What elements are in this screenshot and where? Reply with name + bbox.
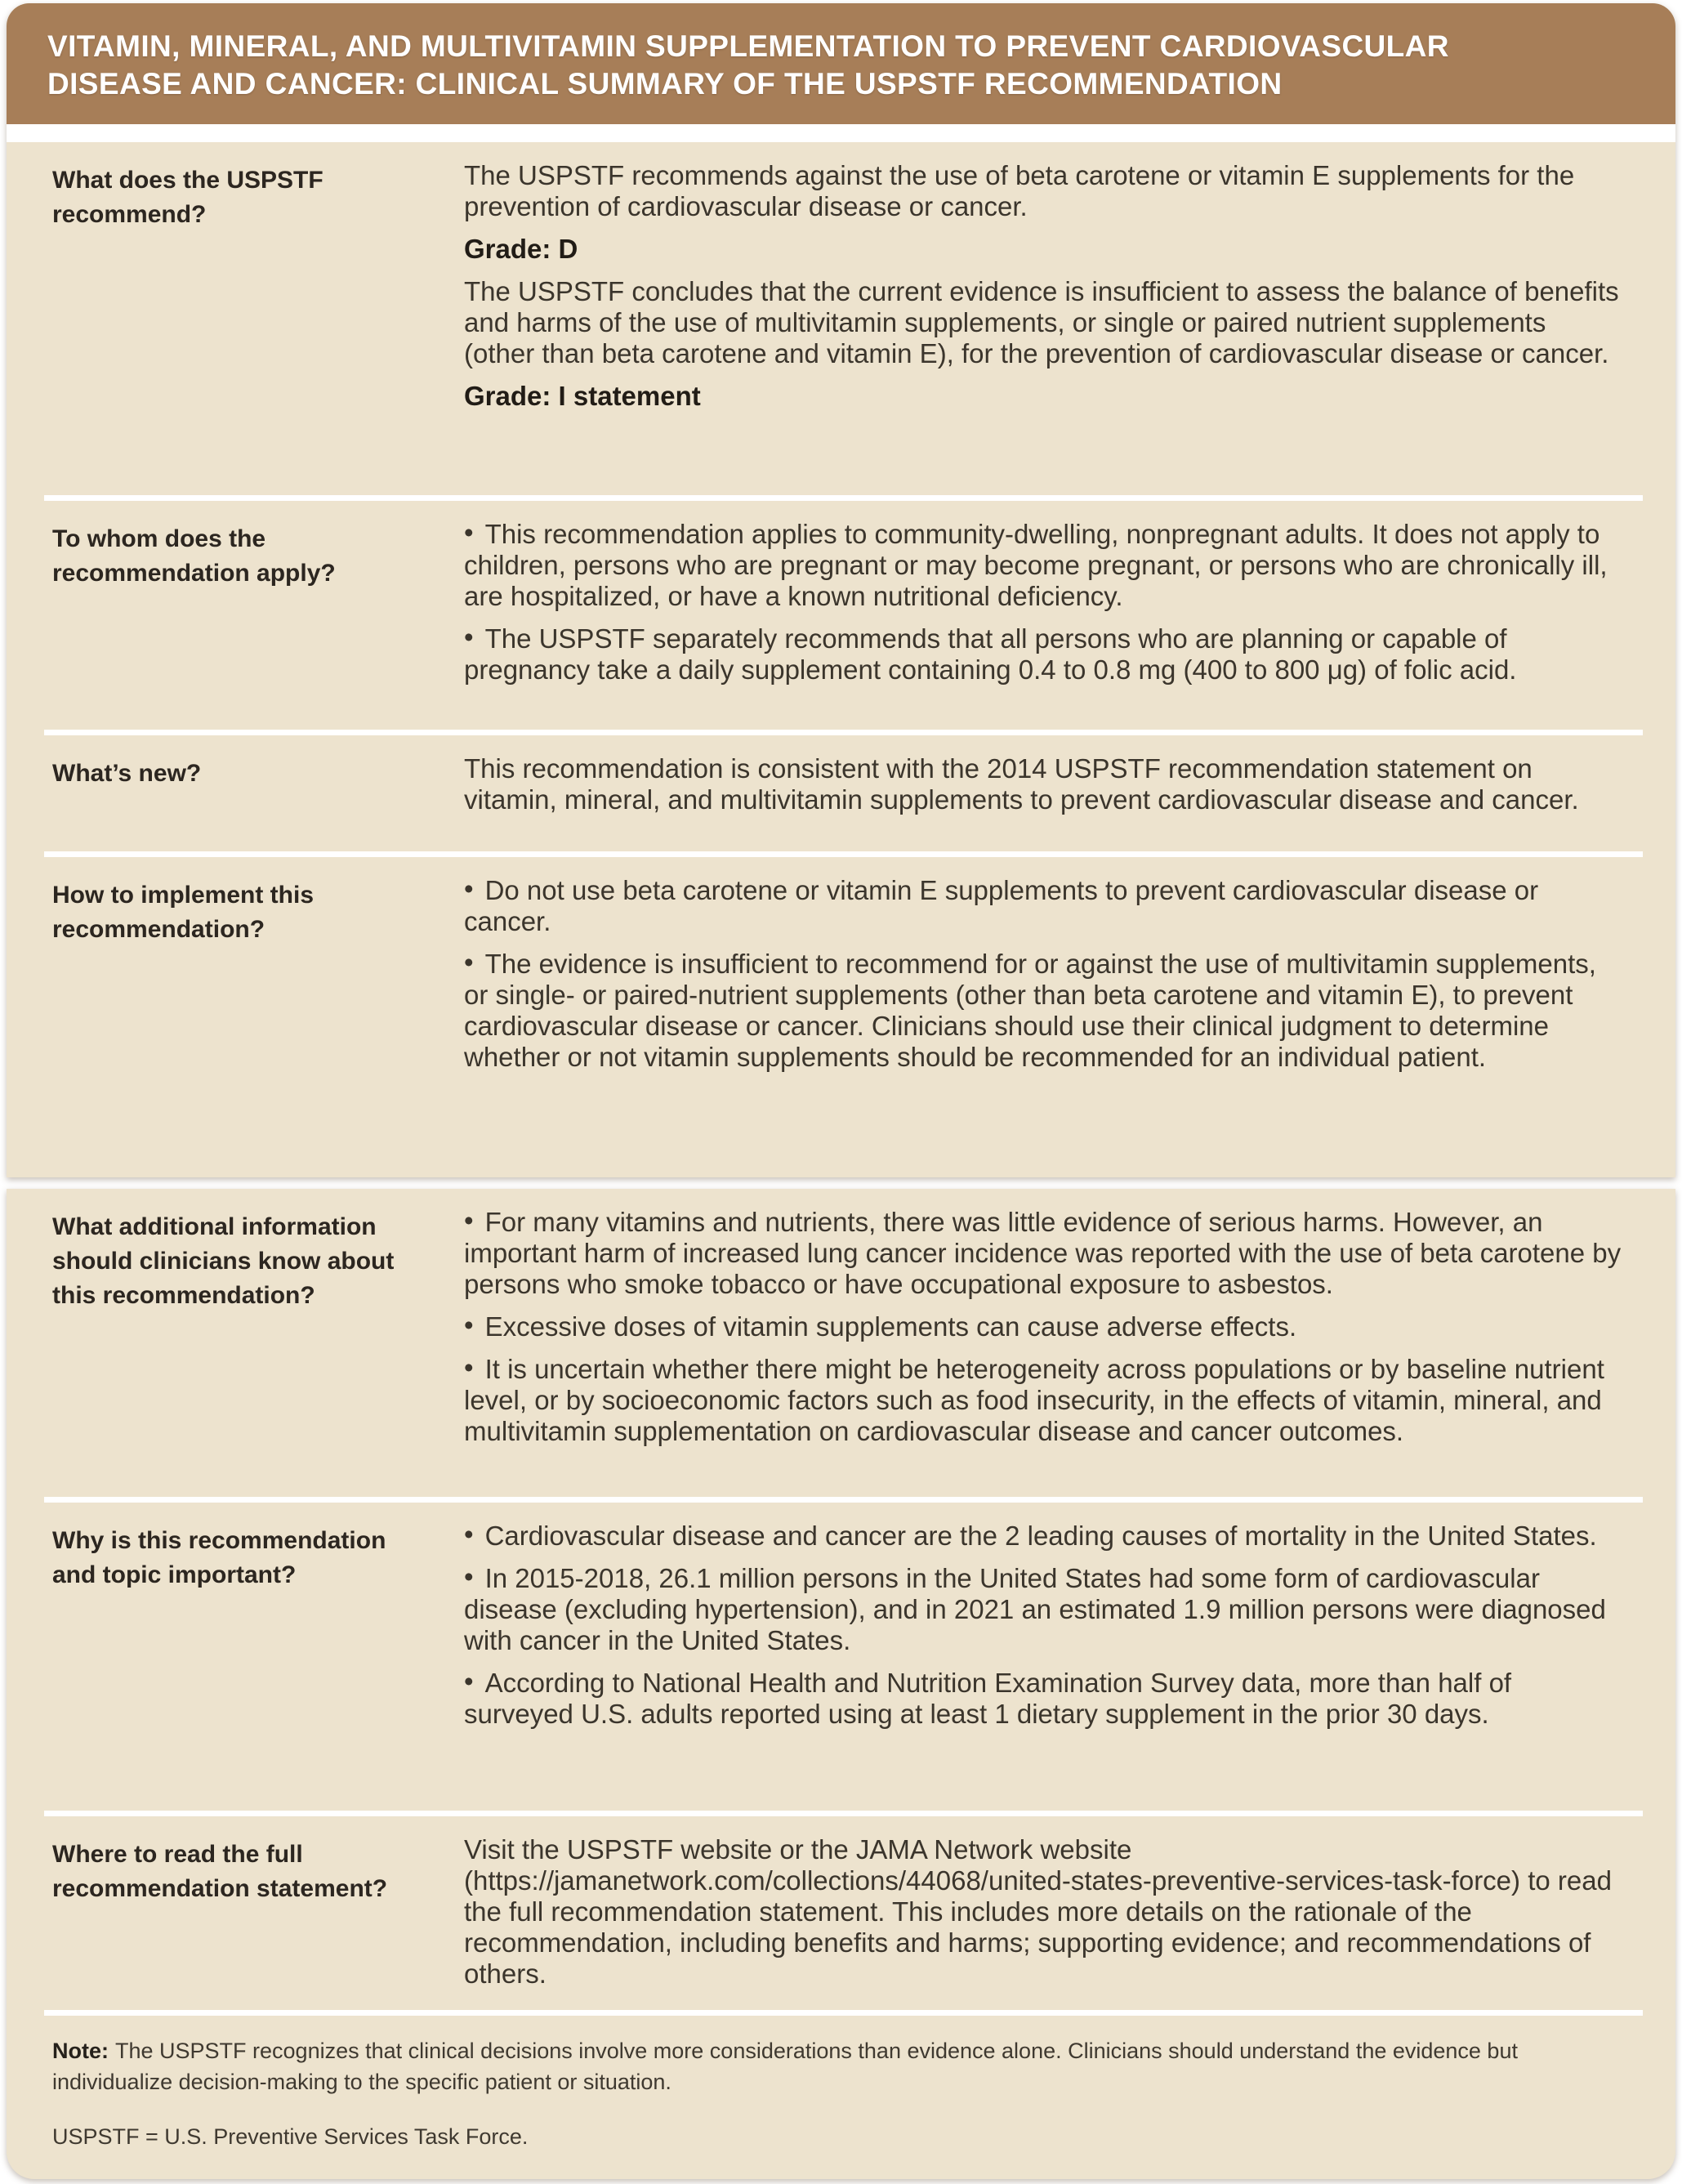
bullet-icon: • xyxy=(464,517,474,547)
qa-row xyxy=(44,1189,1643,1497)
question-cell: What additional information should clinicians know about this recommendation? xyxy=(52,1213,395,1309)
question-cell: What’s new? xyxy=(52,760,202,787)
bullet-item: • The USPSTF separately recommends that all persons who are planning or capable of pregnancy take a daily supplement containing 0.4 to 0.8 mg (400 to 800 μg) of folic acid. xyxy=(464,622,1517,685)
bullet-icon: • xyxy=(464,1352,474,1382)
answer-cell xyxy=(464,875,1643,1161)
question-cell: How to implement this recommendation? xyxy=(52,882,315,943)
bullet-icon: • xyxy=(464,1666,474,1696)
qa-row xyxy=(44,851,1643,1177)
answer-paragraph: This recommendation is consistent with the 2014 USPSTF recommendation statement on vitamin, mineral, and multivitamin supplements to prevent cardiovascular disease and cancer. xyxy=(464,753,1579,815)
question-cell: Why is this recommendation and topic important? xyxy=(52,1527,386,1588)
question-cell: Where to read the full recommendation statement? xyxy=(52,1841,388,1902)
answer-paragraph: The USPSTF recommends against the use of beta carotene or vitamin E supplements for the prevention of cardiovascular disease or cancer. xyxy=(464,160,1575,221)
qa-row xyxy=(44,1811,1643,2010)
bullet-icon: • xyxy=(464,1519,474,1549)
bullet-icon: • xyxy=(464,873,474,904)
bullet-item: • The evidence is insufficient to recommend for or against the use of multivitamin supplements, or single- or paired-nutrient supplements (other than beta carotene and vitamin E), to prevent cardiovascular disease or cancer. Clinicians should use their clinical judgment to determine whether or not vitamin supplements should be recommended for an individual patient. xyxy=(464,947,1596,1072)
qa-row xyxy=(44,1497,1643,1811)
bullet-item: • According to National Health and Nutrition Examination Survey data, more than half of surveyed U.S. adults reported using at least 1 dietary supplement in the prior 30 days. xyxy=(464,1666,1512,1729)
summary-card-upper xyxy=(7,3,1675,1177)
bullet-item: • This recommendation applies to community-dwelling, nonpregnant adults. It does not apply to children, persons who are pregnant or may become pregnant, or persons who are chronically ill, are hospitalized, or have a known nutritional deficiency. xyxy=(464,517,1608,611)
qa-row xyxy=(44,495,1643,730)
bullet-item: • Cardiovascular disease and cancer are the 2 leading causes of mortality in the United States. xyxy=(464,1519,1597,1551)
answer-cell xyxy=(464,160,1643,479)
answer-paragraph: The USPSTF concludes that the current evidence is insufficient to assess the balance of benefits and harms of the use of multivitamin supplements, or single or paired nutrient supplements (other than beta carotene and vitamin E), for the prevention of cardiovascular disease or cancer. xyxy=(464,276,1619,368)
question-cell: To whom does the recommendation apply? xyxy=(52,525,336,587)
summary-card-lower xyxy=(7,1189,1675,2179)
bullet-icon: • xyxy=(464,1310,474,1340)
bullet-item: • In 2015-2018, 26.1 million persons in the United States had some form of cardiovascular disease (excluding hypertension), and in 2021 an estimated 1.9 million persons were diagnosed with cancer in the United States. xyxy=(464,1561,1606,1655)
bullet-icon: • xyxy=(464,947,474,977)
bullet-icon: • xyxy=(464,622,474,652)
qa-row xyxy=(44,142,1643,495)
answer-cell xyxy=(464,1521,1643,1794)
qa-rows-lower xyxy=(44,1189,1643,2010)
bullet-item: • It is uncertain whether there might be heterogeneity across populations or by baseline nutrient level, or by socioeconomic factors such as food insecurity, in the effects of vitamin, mineral, and multivitamin supplementation on cardiovascular disease and cancer outcomes. xyxy=(464,1352,1604,1446)
bullet-item: • Excessive doses of vitamin supplements can cause adverse effects. xyxy=(464,1310,1297,1342)
answer-cell xyxy=(464,1834,1643,1994)
note-paragraph xyxy=(52,2035,1635,2097)
page-title: VITAMIN, MINERAL, AND MULTIVITAMIN SUPPLEMENTATION TO PREVENT CARDIOVASCULAR DISEASE AND CANCER: CLINICAL SUMMARY OF THE USPSTF RECOMMENDATION xyxy=(47,29,1449,100)
abbreviation-line: USPSTF = U.S. Preventive Services Task Force. xyxy=(52,2124,529,2149)
bullet-icon: • xyxy=(464,1205,474,1235)
grade-line: Grade: D xyxy=(464,234,578,264)
bullet-icon: • xyxy=(464,1561,474,1592)
answer-paragraph: Visit the USPSTF website or the JAMA Network website (https://jamanetwork.com/collections/44068/united-states-preventive-services-task-force) to read the full recommendation statement. This includes more details on the rationale of the recommendation, including benefits and harms; supporting evidence; and recommendations of others. xyxy=(464,1834,1612,1989)
answer-cell xyxy=(464,519,1643,713)
note-body: The USPSTF recognizes that clinical decisions involve more considerations than evidence alone. Clinicians should understand the evidence but individualize decision-making to the specific patient or situation. xyxy=(52,2039,1518,2094)
question-cell: What does the USPSTF recommend? xyxy=(52,167,323,228)
grade-line: Grade: I statement xyxy=(464,381,701,411)
bullet-item: • Do not use beta carotene or vitamin E supplements to prevent cardiovascular disease or cancer. xyxy=(464,873,1539,936)
footnote-section xyxy=(44,2010,1643,2151)
bullet-item: • For many vitamins and nutrients, there was little evidence of serious harms. However, an important harm of increased lung cancer incidence was reported with the use of beta carotene by persons who smoke tobacco or have occupational exposure to asbestos. xyxy=(464,1205,1622,1299)
answer-cell xyxy=(464,1207,1643,1481)
qa-row xyxy=(44,730,1643,851)
qa-rows-upper xyxy=(44,142,1643,1177)
answer-cell xyxy=(464,753,1643,835)
note-label: Note: xyxy=(52,2039,109,2063)
header-banner xyxy=(7,3,1675,142)
